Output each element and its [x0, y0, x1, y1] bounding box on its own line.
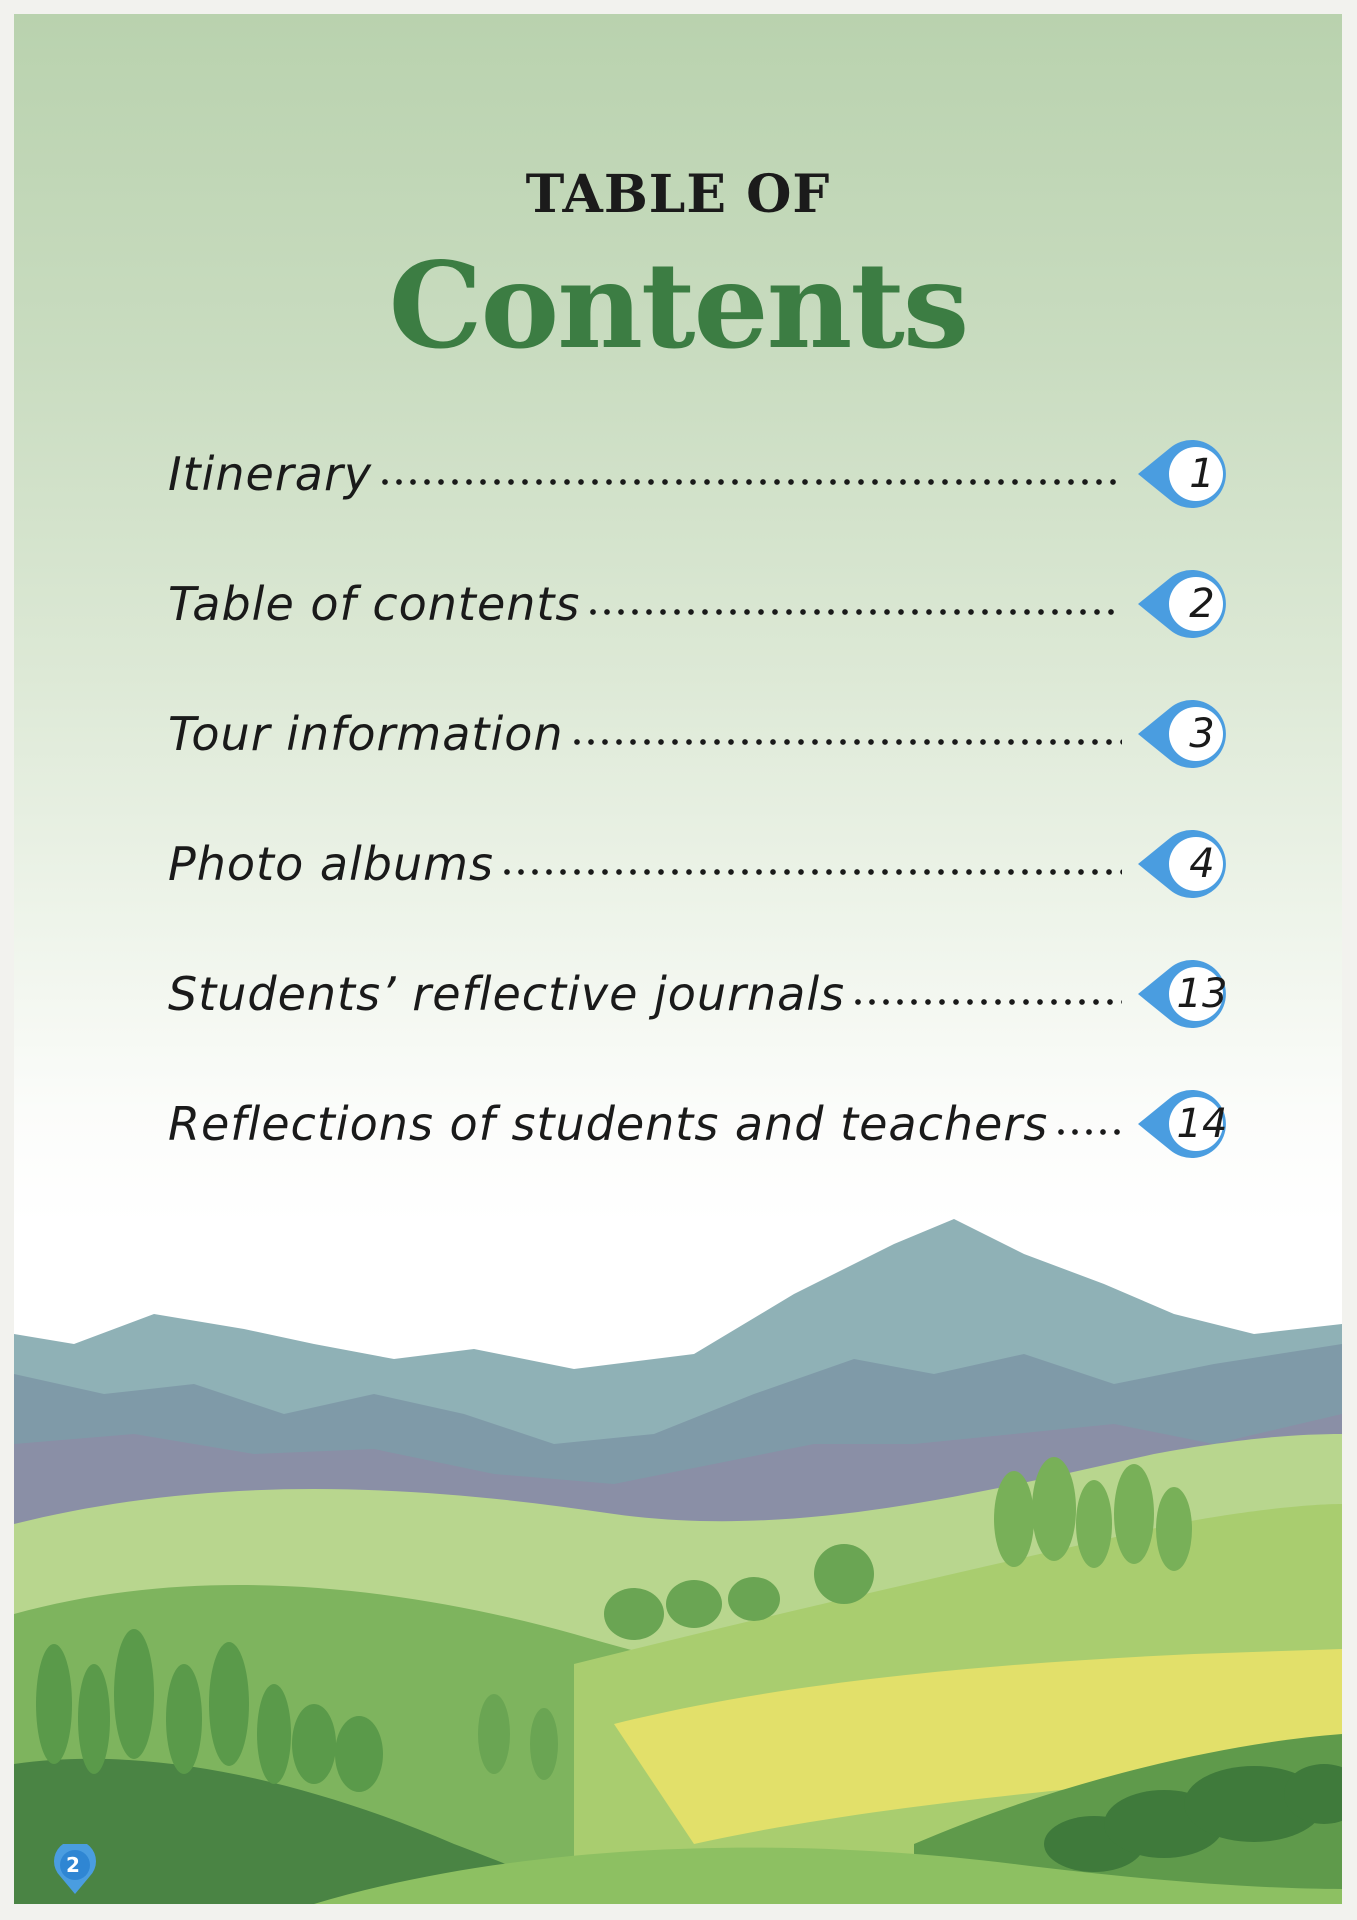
page-badge	[1134, 826, 1238, 902]
page-badge	[1134, 436, 1238, 512]
page-number: 4	[1189, 841, 1215, 887]
toc-item-table-of-contents[interactable]	[168, 539, 1238, 669]
page-number: 3	[1189, 711, 1215, 757]
toc-item-itinerary[interactable]	[168, 409, 1238, 539]
toc-item-tour-information[interactable]	[168, 669, 1238, 799]
dot-leader	[378, 477, 1122, 487]
page-number: 13	[1176, 971, 1228, 1017]
dot-leader	[500, 867, 1122, 877]
page-badge	[1134, 696, 1238, 772]
page-number: 2	[1189, 581, 1215, 627]
toc-page	[14, 14, 1342, 1904]
page-badge	[1134, 566, 1238, 642]
toc-item-label: Reflections of students and teachers	[168, 1097, 1049, 1151]
dot-leader	[1054, 1127, 1122, 1137]
dot-leader	[586, 607, 1122, 617]
page-number: 1	[1189, 451, 1215, 497]
toc-item-label: Table of contents	[168, 577, 581, 631]
dot-leader	[851, 997, 1122, 1007]
toc-item-photo-albums[interactable]	[168, 799, 1238, 929]
page-number-footer: 2	[66, 1853, 80, 1877]
title-contents: Contents	[388, 236, 968, 375]
toc-item-label: Tour information	[168, 707, 564, 761]
page-number: 14	[1176, 1101, 1228, 1147]
table-of-contents-list	[168, 409, 1238, 1189]
toc-item-label: Students’ reflective journals	[168, 967, 846, 1021]
page-badge	[1134, 956, 1238, 1032]
toc-item-label: Itinerary	[168, 447, 373, 501]
title-table-of: TABLE OF	[525, 164, 831, 225]
mountain-valley-landscape	[14, 1144, 1342, 1904]
toc-item-label: Photo albums	[168, 837, 494, 891]
toc-item-students-reflective-journals[interactable]	[168, 929, 1238, 1059]
dot-leader	[570, 737, 1122, 747]
